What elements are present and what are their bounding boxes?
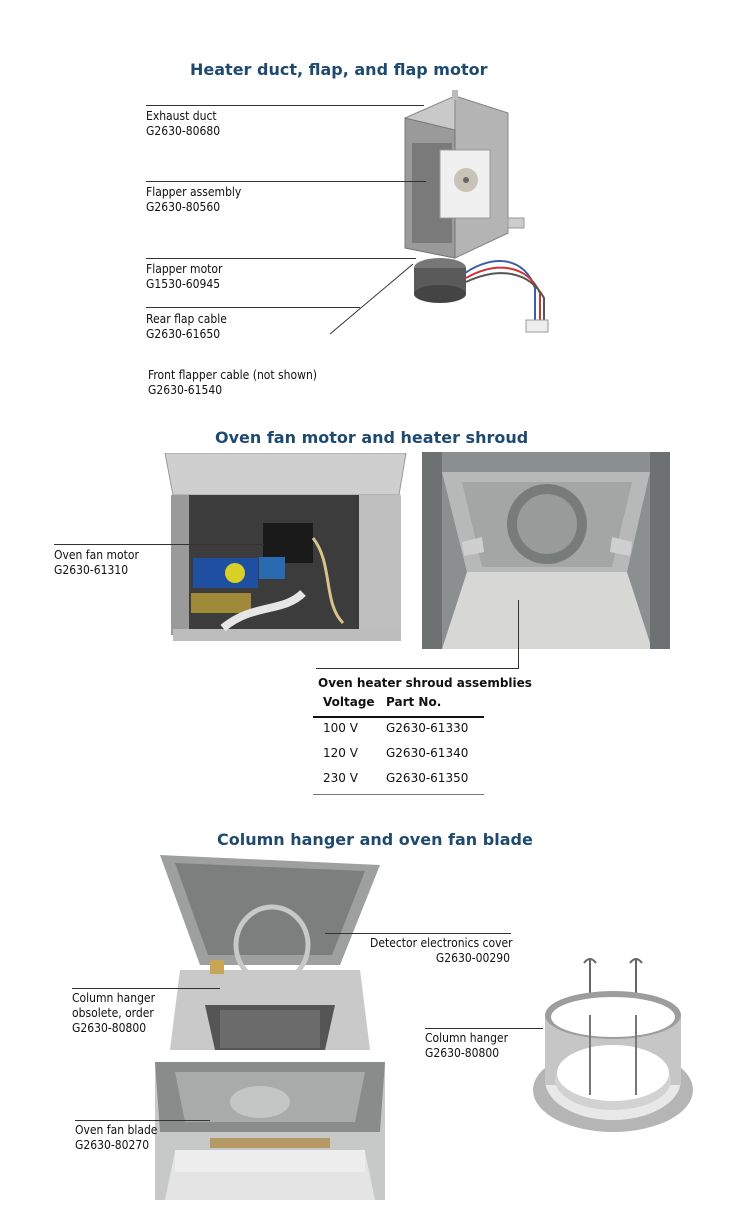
table-header-part: Part No. [386, 695, 442, 709]
column-hanger-label: Column hanger G2630-80800 [425, 1031, 509, 1060]
shroud-table-title: Oven heater shroud assemblies [318, 676, 532, 690]
oven-fan-motor-label: Oven fan motor G2630-61310 [54, 548, 139, 577]
leader-line [325, 933, 511, 934]
leader-line [75, 1120, 210, 1121]
leader-line-vertical [518, 600, 519, 668]
oven-fan-motor-photo [163, 453, 408, 643]
section-title-flap: Heater duct, flap, and flap motor [190, 60, 488, 79]
table-cell-part: G2630-61350 [386, 771, 469, 785]
table-header-rule [313, 716, 484, 718]
oven-fan-blade-photo [155, 1062, 385, 1200]
front-flapper-cable-label: Front flapper cable (not shown) G2630-61540 [148, 368, 318, 397]
leader-line [54, 544, 264, 545]
rear-flap-cable-label: Rear flap cable G2630-61650 [146, 312, 227, 341]
table-bottom-rule [313, 794, 484, 795]
section-title-fan: Oven fan motor and heater shroud [215, 428, 529, 447]
leader-line [146, 105, 424, 106]
table-header-voltage: Voltage [323, 695, 375, 709]
table-cell-voltage: 230 V [323, 771, 358, 785]
open-oven-photo [160, 855, 380, 1055]
exhaust-duct-label: Exhaust duct G2630-80680 [146, 109, 221, 138]
flapper-motor-label: Flapper motor G1530-60945 [146, 262, 223, 291]
flapper-assembly-label: Flapper assembly G2630-80560 [146, 185, 242, 214]
leader-line [425, 1028, 543, 1029]
detector-cover-label: Detector electronics cover G2630-00290 [370, 936, 513, 965]
oven-fan-blade-label: Oven fan blade G2630-80270 [75, 1123, 158, 1152]
leader-line-diagonal [328, 262, 418, 337]
leader-line [146, 258, 416, 259]
column-hanger-obsolete-label: Column hanger obsolete, order G2630-80800 [72, 991, 156, 1035]
leader-line [146, 181, 426, 182]
heater-shroud-photo [422, 452, 670, 649]
shroud-table [318, 676, 532, 690]
table-cell-part: G2630-61340 [386, 746, 469, 760]
section-title-hanger: Column hanger and oven fan blade [217, 830, 533, 849]
leader-line [72, 988, 220, 989]
table-cell-part: G2630-61330 [386, 721, 469, 735]
leader-line [316, 668, 519, 669]
table-cell-voltage: 120 V [323, 746, 358, 760]
column-hanger-photo [532, 955, 694, 1135]
table-cell-voltage: 100 V [323, 721, 358, 735]
